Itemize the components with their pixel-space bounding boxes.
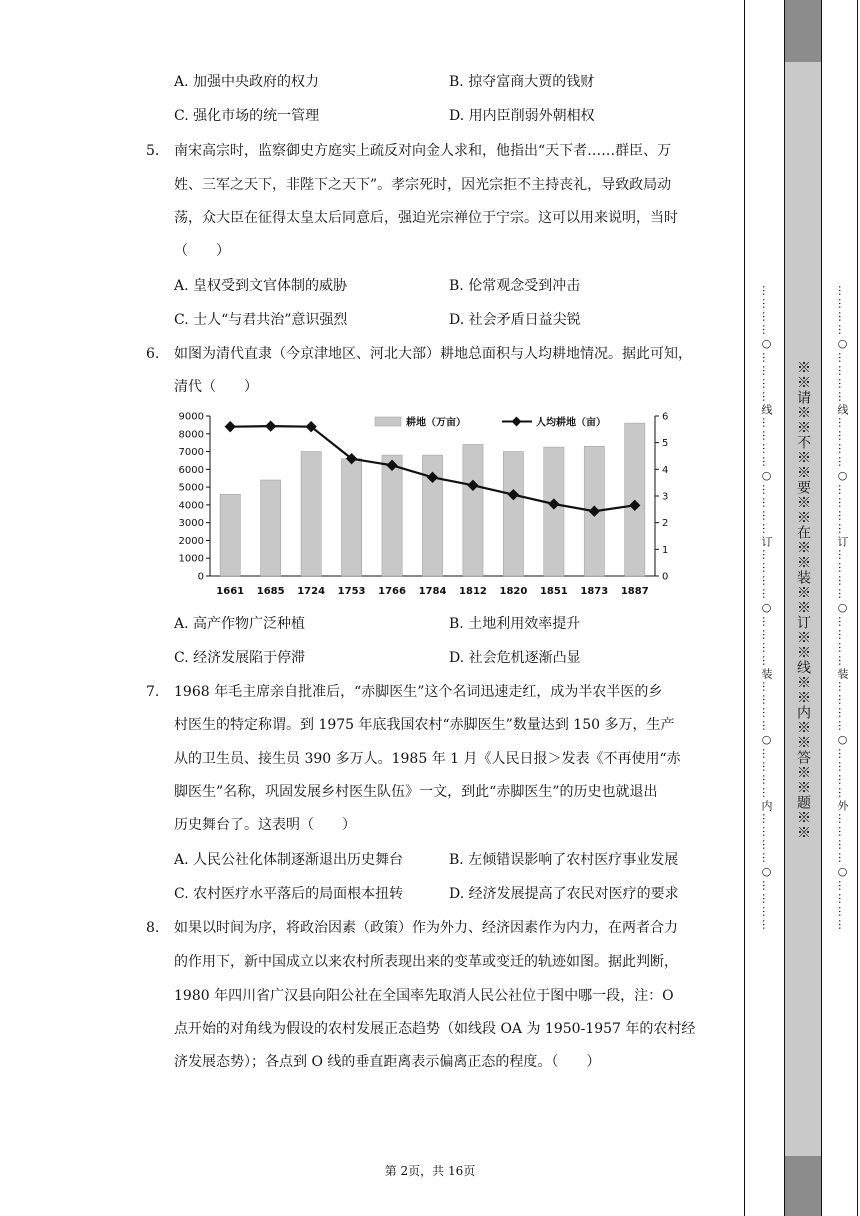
binding-border-right xyxy=(857,0,858,1216)
binding-border-left xyxy=(744,0,745,1216)
binding-border-middle xyxy=(821,0,822,1216)
x-tick-label: 1887 xyxy=(620,586,649,597)
q6-line-2: 清代（ ） xyxy=(174,379,258,395)
binding-notice: ※※请※※不※※要※※在※※装※※订※※线※※内※※答※※题※※ xyxy=(795,360,811,840)
bar-1753 xyxy=(341,459,361,576)
bar-1685 xyxy=(261,480,281,576)
q4-option-a[interactable]: A. 加强中央政府的权力 xyxy=(174,74,320,90)
q8-number: 8. xyxy=(146,920,160,936)
x-tick-label: 1753 xyxy=(337,586,366,597)
bar-1887 xyxy=(625,423,645,576)
q7-option-a[interactable]: A. 人民公社化体制逐渐退出历史舞台 xyxy=(174,852,404,868)
y-left-tick-label: 0 xyxy=(197,571,204,583)
q8-line-4: 点开始的对角线为假设的农村发展正态趋势（如线段 OA 为 1950-1957 年的农村经 xyxy=(174,1021,696,1037)
legend-bar-swatch xyxy=(375,417,401,426)
q5-option-a[interactable]: A. 皇权受到文官体制的威胁 xyxy=(174,278,348,294)
q7-number: 7. xyxy=(146,684,160,700)
q5-option-b[interactable]: B. 伦常观念受到冲击 xyxy=(449,278,581,294)
q6-option-b[interactable]: B. 土地利用效率提升 xyxy=(449,616,581,632)
x-tick-label: 1661 xyxy=(216,586,245,597)
x-tick-label: 1851 xyxy=(539,586,568,597)
q6-line-1: 如图为清代直隶（今京津地区、河北大部）耕地总面积与人均耕地情况。据此可知， xyxy=(174,346,692,362)
q7-option-b[interactable]: B. 左倾错误影响了农村医疗事业发展 xyxy=(449,852,679,868)
x-tick-label: 1784 xyxy=(418,586,447,597)
q7-line-3: 从的卫生员、接生员 390 多万人。1985 年 1 月《人民日报＞发表《不再使用“赤 xyxy=(174,751,681,767)
q8-line-1: 如果以时间为序，将政治因素（政策）作为外力、经济因素作为内力，在两者合力 xyxy=(174,920,678,936)
bar-1851 xyxy=(544,447,564,576)
bar-1766 xyxy=(382,455,402,576)
x-tick-label: 1820 xyxy=(499,586,528,597)
legend-line-label: 人均耕地（亩） xyxy=(536,417,606,429)
y-left-tick-label: 8000 xyxy=(178,429,204,441)
line-point-1661 xyxy=(225,421,236,432)
bar-1820 xyxy=(503,452,523,576)
y-left-tick-label: 6000 xyxy=(178,464,204,476)
q6-option-c[interactable]: C. 经济发展陷于停滞 xyxy=(174,650,306,666)
y-right-tick-label: 5 xyxy=(662,438,669,450)
binding-gray-cap-bottom xyxy=(785,1156,821,1216)
y-left-tick-label: 4000 xyxy=(178,500,204,512)
x-tick-label: 1812 xyxy=(459,586,487,597)
q5-option-d[interactable]: D. 社会矛盾日益尖锐 xyxy=(449,312,581,328)
q4-option-c[interactable]: C. 强化市场的统一管理 xyxy=(174,108,320,124)
y-left-tick-label: 3000 xyxy=(178,518,204,530)
q8-line-3: 1980 年四川省广汉县向阳公社在全国率先取消人民公社位于图中哪一段，注：O xyxy=(174,988,674,1004)
page-footer: 第 2页，共 16页 xyxy=(384,1164,476,1178)
q5-number: 5. xyxy=(146,143,160,159)
x-tick-label: 1724 xyxy=(297,586,326,597)
x-tick-label: 1873 xyxy=(580,586,609,597)
legend-line-marker xyxy=(512,417,522,427)
y-right-tick-label: 2 xyxy=(662,518,669,530)
q7-line-1: 1968 年毛主席亲自批准后，“赤脚医生”这个名词迅速走红，成为半农半医的乡 xyxy=(174,684,663,700)
q7-line-2: 村医生的特定称谓。到 1975 年底我国农村“赤脚医生”数量达到 150 多万，生产 xyxy=(174,717,675,733)
q5-line-4: （ ） xyxy=(174,243,230,259)
y-right-tick-label: 4 xyxy=(662,464,669,476)
y-left-tick-label: 9000 xyxy=(178,411,204,423)
y-left-tick-label: 1000 xyxy=(178,553,204,565)
binding-inner-column: …………○…………线…………○…………订…………○…………装…………○…………内…………○………… xyxy=(760,284,773,932)
q4-option-d[interactable]: D. 用内臣削弱外朝相权 xyxy=(449,108,595,124)
q4-option-b[interactable]: B. 掠夺富商大贾的钱财 xyxy=(449,74,595,90)
legend-bar-label: 耕地（万亩） xyxy=(406,417,466,429)
q5-line-1: 南宋高宗时，监察御史方庭实上疏反对向金人求和，他指出“天下者……群臣、万 xyxy=(174,143,672,159)
x-tick-label: 1685 xyxy=(256,586,285,597)
q6-option-a[interactable]: A. 高产作物广泛种植 xyxy=(174,616,306,632)
q5-option-c[interactable]: C. 士人“与君共治”意识强烈 xyxy=(174,312,348,328)
y-left-tick-label: 5000 xyxy=(178,482,204,494)
q8-line-2: 的作用下，新中国成立以来农村所表现出来的变革或变迁的轨迹如图。据此判断， xyxy=(174,954,678,970)
line-point-1685 xyxy=(265,420,276,431)
q7-option-c[interactable]: C. 农村医疗水平落后的局面根本扭转 xyxy=(174,886,404,902)
y-right-tick-label: 1 xyxy=(662,544,669,556)
q7-line-5: 历史舞台了。这表明（ ） xyxy=(174,817,356,833)
bar-1812 xyxy=(463,444,483,576)
y-left-tick-label: 2000 xyxy=(178,535,204,547)
q8-line-5: 济发展态势）；各点到 O 线的垂直距离表示偏离正态的程度。（ ） xyxy=(174,1054,601,1070)
bar-1661 xyxy=(220,494,240,576)
q7-line-4: 脚医生”名称，巩固发展乡村医生队伍》一文，到此“赤脚医生”的历史也就退出 xyxy=(174,784,658,800)
binding-outer-column: …………○…………线…………○…………订…………○…………装…………○…………外…………○………… xyxy=(836,284,849,932)
y-left-tick-label: 7000 xyxy=(178,447,204,459)
q5-line-2: 姓、三军之天下，非陛下之天下”。孝宗死时，因光宗拒不主持丧礼，导致政局动 xyxy=(174,177,672,193)
y-right-tick-label: 6 xyxy=(662,411,669,423)
y-right-tick-label: 3 xyxy=(662,491,669,503)
bar-1724 xyxy=(301,452,321,576)
y-right-tick-label: 0 xyxy=(662,571,669,583)
farmland-chart xyxy=(168,406,678,606)
q6-number: 6. xyxy=(146,346,160,362)
binding-gray-cap-top xyxy=(785,0,821,62)
q5-line-3: 荡，众大臣在征得太皇太后同意后，强迫光宗禅位于宁宗。这可以用来说明，当时 xyxy=(174,210,678,226)
farmland-chart-svg xyxy=(168,406,678,606)
x-tick-label: 1766 xyxy=(378,586,406,597)
q7-option-d[interactable]: D. 经济发展提高了农民对医疗的要求 xyxy=(449,886,679,902)
q6-option-d[interactable]: D. 社会危机逐渐凸显 xyxy=(449,650,581,666)
